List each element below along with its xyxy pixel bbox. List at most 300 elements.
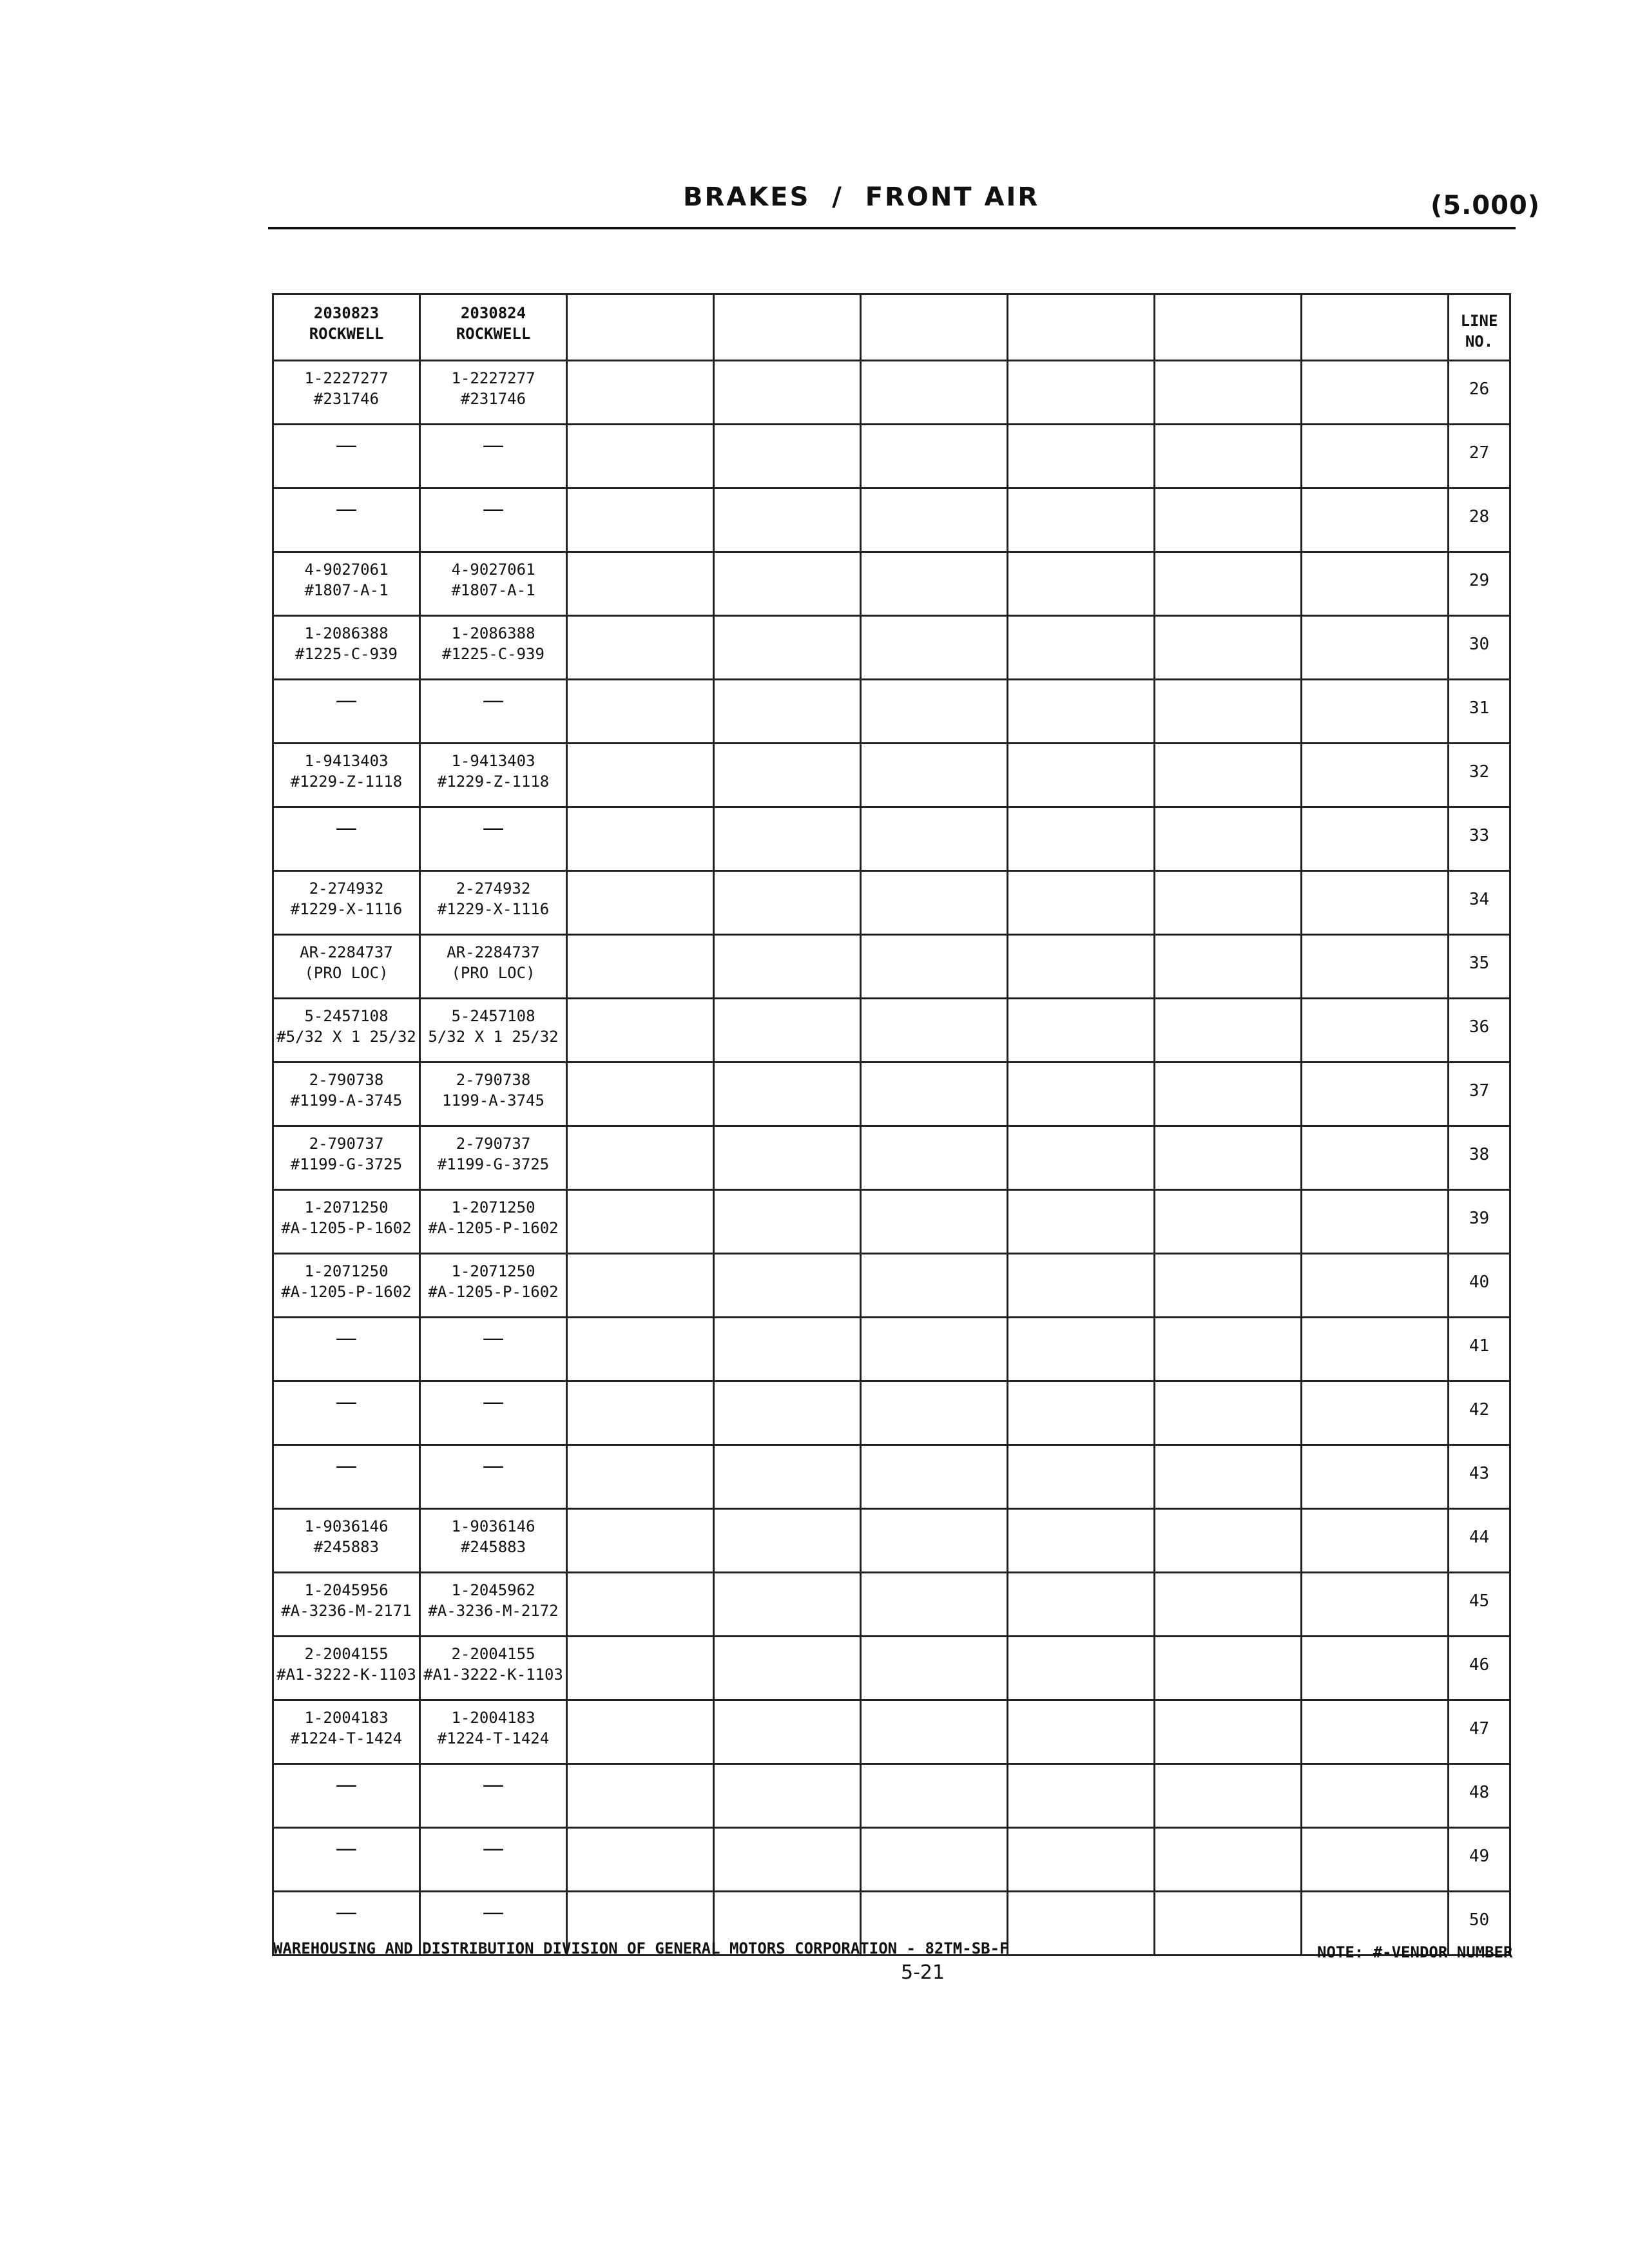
empty-cell xyxy=(714,1828,861,1892)
empty-cell xyxy=(567,616,714,680)
part-cell xyxy=(420,935,567,999)
empty-cell xyxy=(567,999,714,1062)
table-row xyxy=(273,807,1510,871)
part-number: 1-2227277 #231746 xyxy=(451,369,535,408)
part-number: — xyxy=(482,1325,505,1351)
table-row xyxy=(273,1381,1510,1445)
line-number: 36 xyxy=(1469,1017,1490,1037)
line-number: 42 xyxy=(1469,1400,1490,1419)
part-number: 1-2071250 #A-1205-P-1602 xyxy=(281,1198,412,1237)
part-cell xyxy=(273,1318,420,1381)
part-cell xyxy=(420,807,567,871)
part-cell xyxy=(420,1700,567,1764)
part-number: — xyxy=(335,1772,358,1798)
part-cell xyxy=(420,1637,567,1700)
column-header xyxy=(420,294,567,361)
model-make: ROCKWELL xyxy=(309,325,384,343)
part-number: AR-2284737 (PRO LOC) xyxy=(300,943,393,982)
empty-cell xyxy=(714,1509,861,1573)
part-cell xyxy=(273,1509,420,1573)
empty-cell xyxy=(1008,1126,1155,1190)
table-row xyxy=(273,361,1510,425)
empty-cell xyxy=(1008,935,1155,999)
empty-cell xyxy=(1155,1637,1302,1700)
table-row xyxy=(273,1062,1510,1126)
part-cell xyxy=(420,552,567,616)
empty-cell xyxy=(567,1509,714,1573)
part-cell xyxy=(420,616,567,680)
line-no-cell xyxy=(1449,1764,1510,1828)
empty-cell xyxy=(1302,1700,1449,1764)
column-header-empty xyxy=(861,294,1008,361)
empty-cell xyxy=(714,1190,861,1254)
line-number: 27 xyxy=(1469,443,1490,463)
empty-cell xyxy=(861,871,1008,935)
line-number: 34 xyxy=(1469,890,1490,909)
line-no-cell xyxy=(1449,425,1510,488)
part-number: — xyxy=(482,1389,505,1415)
line-number: 33 xyxy=(1469,826,1490,845)
line-number: 46 xyxy=(1469,1655,1490,1675)
part-number: — xyxy=(335,432,358,458)
line-no-cell xyxy=(1449,680,1510,744)
line-number: 32 xyxy=(1469,762,1490,782)
empty-cell xyxy=(714,1700,861,1764)
empty-cell xyxy=(861,1126,1008,1190)
empty-cell xyxy=(1302,807,1449,871)
empty-cell xyxy=(1008,1318,1155,1381)
table-row xyxy=(273,1764,1510,1828)
part-number: 1-2071250 #A-1205-P-1602 xyxy=(281,1262,412,1301)
table-row xyxy=(273,1700,1510,1764)
line-no-cell xyxy=(1449,616,1510,680)
empty-cell xyxy=(567,807,714,871)
part-cell xyxy=(273,807,420,871)
empty-cell xyxy=(1302,1062,1449,1126)
empty-cell xyxy=(714,552,861,616)
empty-cell xyxy=(1008,1254,1155,1318)
line-no-cell xyxy=(1449,1509,1510,1573)
part-cell xyxy=(420,1126,567,1190)
part-number: 1-2045956 #A-3236-M-2171 xyxy=(281,1581,412,1620)
part-cell xyxy=(273,1126,420,1190)
empty-cell xyxy=(1008,425,1155,488)
empty-cell xyxy=(714,616,861,680)
line-no-cell xyxy=(1449,744,1510,807)
table-row xyxy=(273,1637,1510,1700)
empty-cell xyxy=(1008,807,1155,871)
empty-cell xyxy=(1302,999,1449,1062)
part-cell xyxy=(273,1445,420,1509)
table-row xyxy=(273,744,1510,807)
line-no-cell xyxy=(1449,1126,1510,1190)
part-cell xyxy=(273,488,420,552)
line-no-cell xyxy=(1449,488,1510,552)
empty-cell xyxy=(861,935,1008,999)
empty-cell xyxy=(567,425,714,488)
empty-cell xyxy=(861,807,1008,871)
line-number: 47 xyxy=(1469,1719,1490,1738)
empty-cell xyxy=(1302,744,1449,807)
empty-cell xyxy=(1155,1318,1302,1381)
empty-cell xyxy=(1302,1573,1449,1637)
part-number: — xyxy=(482,496,505,522)
empty-cell xyxy=(1008,680,1155,744)
part-number: — xyxy=(482,815,505,841)
part-cell xyxy=(420,1445,567,1509)
empty-cell xyxy=(714,744,861,807)
part-number: — xyxy=(482,1899,505,1925)
part-cell xyxy=(273,1764,420,1828)
table-row xyxy=(273,1190,1510,1254)
empty-cell xyxy=(1302,1126,1449,1190)
part-number: — xyxy=(482,1453,505,1479)
empty-cell xyxy=(714,999,861,1062)
part-cell xyxy=(420,1381,567,1445)
part-cell xyxy=(273,1637,420,1700)
line-number: 39 xyxy=(1469,1209,1490,1228)
line-number: 50 xyxy=(1469,1910,1490,1930)
part-number: 1-2227277 #231746 xyxy=(304,369,389,408)
part-number: 2-790738 1199-A-3745 xyxy=(442,1071,545,1110)
line-number: 26 xyxy=(1469,380,1490,399)
empty-cell xyxy=(1155,1764,1302,1828)
empty-cell xyxy=(861,1381,1008,1445)
section-number: (5.000) xyxy=(1431,191,1541,220)
empty-cell xyxy=(1155,1509,1302,1573)
empty-cell xyxy=(1302,488,1449,552)
empty-cell xyxy=(1155,807,1302,871)
line-number: 30 xyxy=(1469,635,1490,654)
empty-cell xyxy=(1008,1573,1155,1637)
empty-cell xyxy=(714,1445,861,1509)
empty-cell xyxy=(1302,1637,1449,1700)
line-number: 44 xyxy=(1469,1528,1490,1547)
empty-cell xyxy=(567,1381,714,1445)
table-row xyxy=(273,1126,1510,1190)
empty-cell xyxy=(1155,1381,1302,1445)
table-row xyxy=(273,488,1510,552)
empty-cell xyxy=(714,425,861,488)
table-row xyxy=(273,1573,1510,1637)
part-number: — xyxy=(482,687,505,713)
line-no-cell xyxy=(1449,935,1510,999)
part-cell xyxy=(273,1828,420,1892)
part-number: 1-9036146 #245883 xyxy=(451,1517,535,1556)
empty-cell xyxy=(714,807,861,871)
line-no-cell xyxy=(1449,871,1510,935)
empty-cell xyxy=(1302,1509,1449,1573)
empty-cell xyxy=(1155,425,1302,488)
table-row xyxy=(273,1509,1510,1573)
empty-cell xyxy=(1155,935,1302,999)
empty-cell xyxy=(861,1254,1008,1318)
part-number: 1-2071250 #A-1205-P-1602 xyxy=(428,1262,559,1301)
empty-cell xyxy=(1302,1190,1449,1254)
empty-cell xyxy=(1155,1445,1302,1509)
empty-cell xyxy=(714,1573,861,1637)
part-cell xyxy=(273,1381,420,1445)
empty-cell xyxy=(567,1062,714,1126)
empty-cell xyxy=(567,1254,714,1318)
part-cell xyxy=(273,744,420,807)
empty-cell xyxy=(714,1318,861,1381)
part-number: 1-2071250 #A-1205-P-1602 xyxy=(428,1198,559,1237)
line-no-header xyxy=(1449,294,1510,361)
column-header-empty xyxy=(567,294,714,361)
empty-cell xyxy=(1302,361,1449,425)
part-number: — xyxy=(335,1899,358,1925)
part-cell xyxy=(420,1062,567,1126)
empty-cell xyxy=(567,1637,714,1700)
empty-cell xyxy=(861,616,1008,680)
empty-cell xyxy=(567,1573,714,1637)
table-row xyxy=(273,680,1510,744)
column-header-empty xyxy=(1155,294,1302,361)
empty-cell xyxy=(1155,1190,1302,1254)
empty-cell xyxy=(1302,1318,1449,1381)
table-row xyxy=(273,1445,1510,1509)
empty-cell xyxy=(1155,1126,1302,1190)
line-no-cell xyxy=(1449,1445,1510,1509)
line-number: 38 xyxy=(1469,1145,1490,1164)
empty-cell xyxy=(861,1190,1008,1254)
line-no-cell xyxy=(1449,1573,1510,1637)
part-cell xyxy=(420,744,567,807)
empty-cell xyxy=(1302,1445,1449,1509)
empty-cell xyxy=(1155,744,1302,807)
part-cell xyxy=(273,552,420,616)
empty-cell xyxy=(1302,935,1449,999)
empty-cell xyxy=(714,680,861,744)
empty-cell xyxy=(1008,1764,1155,1828)
part-cell xyxy=(273,1254,420,1318)
part-cell xyxy=(273,680,420,744)
empty-cell xyxy=(1155,1254,1302,1318)
part-cell xyxy=(420,488,567,552)
empty-cell xyxy=(567,935,714,999)
page-title: BRAKES / FRONT AIR xyxy=(683,182,1040,212)
table-row xyxy=(273,871,1510,935)
line-number: 45 xyxy=(1469,1591,1490,1611)
empty-cell xyxy=(567,1318,714,1381)
part-cell xyxy=(420,871,567,935)
empty-cell xyxy=(714,1126,861,1190)
part-number: 1-9413403 #1229-Z-1118 xyxy=(437,752,550,791)
empty-cell xyxy=(1302,552,1449,616)
empty-cell xyxy=(1008,744,1155,807)
model-number: 2030824 xyxy=(460,304,526,322)
empty-cell xyxy=(1155,1700,1302,1764)
line-no-cell xyxy=(1449,1318,1510,1381)
empty-cell xyxy=(1302,1254,1449,1318)
column-header-empty xyxy=(1302,294,1449,361)
part-cell xyxy=(420,425,567,488)
part-cell xyxy=(420,1764,567,1828)
part-number: 1-2004183 #1224-T-1424 xyxy=(437,1709,550,1747)
table-row xyxy=(273,616,1510,680)
part-number: 5-2457108 5/32 X 1 25/32 xyxy=(428,1007,559,1046)
empty-cell xyxy=(861,1700,1008,1764)
empty-cell xyxy=(714,935,861,999)
part-number: 1-2086388 #1225-C-939 xyxy=(442,624,545,663)
part-cell xyxy=(273,616,420,680)
table-header-row xyxy=(273,294,1510,361)
empty-cell xyxy=(567,744,714,807)
parts-table xyxy=(272,293,1511,1956)
line-number: 40 xyxy=(1469,1273,1490,1292)
empty-cell xyxy=(861,1828,1008,1892)
empty-cell xyxy=(1302,1381,1449,1445)
part-number: 2-790737 #1199-G-3725 xyxy=(437,1135,550,1173)
line-no-cell xyxy=(1449,807,1510,871)
empty-cell xyxy=(1155,488,1302,552)
table-row xyxy=(273,1828,1510,1892)
empty-cell xyxy=(567,871,714,935)
empty-cell xyxy=(567,1700,714,1764)
empty-cell xyxy=(1008,1700,1155,1764)
line-number: 49 xyxy=(1469,1847,1490,1866)
part-cell xyxy=(273,999,420,1062)
empty-cell xyxy=(1155,552,1302,616)
line-no-label: LINE NO. xyxy=(1460,312,1498,351)
empty-cell xyxy=(567,552,714,616)
part-cell xyxy=(420,1509,567,1573)
empty-cell xyxy=(861,1318,1008,1381)
part-number: — xyxy=(482,432,505,458)
empty-cell xyxy=(714,1637,861,1700)
empty-cell xyxy=(861,680,1008,744)
part-cell xyxy=(273,871,420,935)
part-cell xyxy=(420,999,567,1062)
line-no-cell xyxy=(1449,1254,1510,1318)
empty-cell xyxy=(714,1062,861,1126)
part-cell xyxy=(420,361,567,425)
empty-cell xyxy=(1302,871,1449,935)
empty-cell xyxy=(714,1764,861,1828)
empty-cell xyxy=(567,1190,714,1254)
model-number: 2030823 xyxy=(313,304,380,322)
part-number: AR-2284737 (PRO LOC) xyxy=(447,943,540,982)
line-no-cell xyxy=(1449,999,1510,1062)
part-number: — xyxy=(335,1325,358,1351)
empty-cell xyxy=(567,1445,714,1509)
empty-cell xyxy=(1008,1509,1155,1573)
model-make: ROCKWELL xyxy=(456,325,531,343)
empty-cell xyxy=(567,680,714,744)
empty-cell xyxy=(1155,361,1302,425)
empty-cell xyxy=(1155,1573,1302,1637)
empty-cell xyxy=(1008,999,1155,1062)
part-cell xyxy=(420,1573,567,1637)
part-cell xyxy=(420,1828,567,1892)
empty-cell xyxy=(861,425,1008,488)
empty-cell xyxy=(1008,1892,1155,1956)
part-cell xyxy=(273,425,420,488)
empty-cell xyxy=(1155,1828,1302,1892)
part-cell xyxy=(273,1062,420,1126)
empty-cell xyxy=(861,1637,1008,1700)
part-number: — xyxy=(335,1389,358,1415)
empty-cell xyxy=(714,871,861,935)
part-number: — xyxy=(482,1836,505,1861)
line-no-cell xyxy=(1449,1190,1510,1254)
column-header xyxy=(273,294,420,361)
part-number: 4-9027061 #1807-A-1 xyxy=(451,561,535,599)
empty-cell xyxy=(1302,680,1449,744)
empty-cell xyxy=(1302,1764,1449,1828)
line-no-cell xyxy=(1449,1700,1510,1764)
line-number: 43 xyxy=(1469,1464,1490,1483)
line-no-cell xyxy=(1449,552,1510,616)
empty-cell xyxy=(1302,616,1449,680)
part-cell xyxy=(273,1573,420,1637)
empty-cell xyxy=(1008,1062,1155,1126)
part-number: — xyxy=(482,1772,505,1798)
empty-cell xyxy=(714,488,861,552)
part-number: — xyxy=(335,815,358,841)
part-cell xyxy=(273,361,420,425)
page-number: 5-21 xyxy=(901,1961,945,1984)
table-row xyxy=(273,425,1510,488)
part-number: — xyxy=(335,1453,358,1479)
table-row xyxy=(273,552,1510,616)
empty-cell xyxy=(861,1509,1008,1573)
empty-cell xyxy=(1155,999,1302,1062)
part-number: 1-2045962 #A-3236-M-2172 xyxy=(428,1581,559,1620)
table-row xyxy=(273,1254,1510,1318)
empty-cell xyxy=(1008,488,1155,552)
empty-cell xyxy=(1155,616,1302,680)
empty-cell xyxy=(1302,425,1449,488)
part-cell xyxy=(273,1190,420,1254)
line-no-cell xyxy=(1449,1828,1510,1892)
part-number: 4-9027061 #1807-A-1 xyxy=(304,561,389,599)
part-number: — xyxy=(335,1836,358,1861)
empty-cell xyxy=(861,744,1008,807)
empty-cell xyxy=(1008,871,1155,935)
line-no-cell xyxy=(1449,1062,1510,1126)
empty-cell xyxy=(1008,552,1155,616)
part-number: — xyxy=(335,496,358,522)
table-row xyxy=(273,1318,1510,1381)
empty-cell xyxy=(714,1254,861,1318)
empty-cell xyxy=(1155,871,1302,935)
empty-cell xyxy=(714,361,861,425)
part-number: 2-790738 #1199-A-3745 xyxy=(290,1071,403,1110)
footer-note: NOTE: #-VENDOR NUMBER xyxy=(1317,1943,1513,1961)
part-cell xyxy=(420,1254,567,1318)
empty-cell xyxy=(1302,1828,1449,1892)
table-row xyxy=(273,935,1510,999)
part-cell xyxy=(420,680,567,744)
column-header-empty xyxy=(714,294,861,361)
empty-cell xyxy=(861,999,1008,1062)
part-number: 1-2086388 #1225-C-939 xyxy=(295,624,398,663)
empty-cell xyxy=(1008,1445,1155,1509)
empty-cell xyxy=(567,1828,714,1892)
empty-cell xyxy=(1008,616,1155,680)
part-number: 1-9413403 #1229-Z-1118 xyxy=(290,752,403,791)
empty-cell xyxy=(1008,1190,1155,1254)
empty-cell xyxy=(1008,1637,1155,1700)
empty-cell xyxy=(567,488,714,552)
part-number: 2-2004155 #A1-3222-K-1103 xyxy=(423,1645,563,1684)
line-number: 35 xyxy=(1469,954,1490,973)
line-no-cell xyxy=(1449,361,1510,425)
empty-cell xyxy=(1155,680,1302,744)
line-no-cell xyxy=(1449,1637,1510,1700)
